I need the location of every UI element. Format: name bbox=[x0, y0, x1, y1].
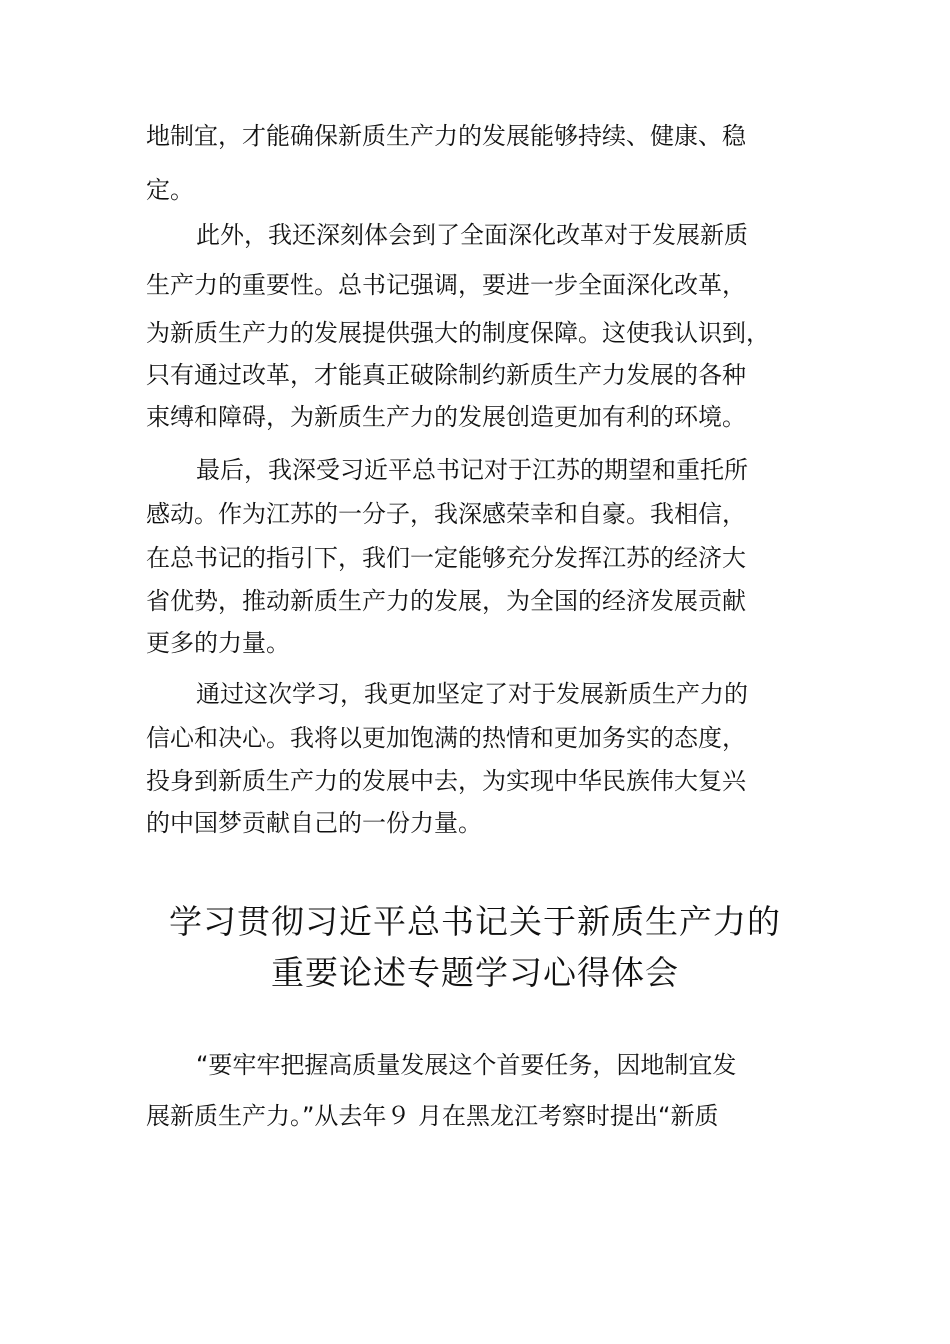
text-line: 束缚和障碍，为新质生产力的发展创造更加有利的环境。 bbox=[146, 403, 746, 431]
text-line: 在总书记的指引下，我们一定能够充分发挥江苏的经济大 bbox=[146, 544, 746, 572]
text-line: 地制宜，才能确保新质生产力的发展能够持续、健康、稳 bbox=[146, 122, 746, 150]
text-line: 省优势，推动新质生产力的发展，为全国的经济发展贡献 bbox=[146, 587, 746, 615]
text-line: “要牢牢把握高质量发展这个首要任务，因地制宜发 bbox=[196, 1051, 737, 1079]
text-line: 展新质生产力。”从去年９ 月在黑龙江考察时提出“新质 bbox=[146, 1102, 719, 1130]
section-title: 学习贯彻习近平总书记关于新质生产力的 bbox=[169, 902, 781, 941]
text-line: 感动。作为江苏的一分子，我深感荣幸和自豪。我相信， bbox=[146, 500, 746, 528]
text-line: 更多的力量。 bbox=[146, 629, 290, 657]
text-line: 最后，我深受习近平总书记对于江苏的期望和重托所 bbox=[196, 456, 748, 484]
text-line: 的中国梦贡献自己的一份力量。 bbox=[146, 809, 482, 837]
text-line: 信心和决心。我将以更加饱满的热情和更加务实的态度， bbox=[146, 724, 746, 752]
text-line: 生产力的重要性。总书记强调，要进一步全面深化改革， bbox=[146, 271, 746, 299]
text-line: 为新质生产力的发展提供强大的制度保障。这使我认识到， bbox=[146, 319, 770, 347]
text-line: 通过这次学习，我更加坚定了对于发展新质生产力的 bbox=[196, 680, 748, 708]
section-title: 重要论述专题学习心得体会 bbox=[271, 953, 679, 992]
text-line: 只有通过改革，才能真正破除制约新质生产力发展的各种 bbox=[146, 361, 746, 389]
text-line: 投身到新质生产力的发展中去，为实现中华民族伟大复兴 bbox=[146, 767, 746, 795]
text-line: 定。 bbox=[146, 176, 194, 204]
text-line: 此外，我还深刻体会到了全面深化改革对于发展新质 bbox=[196, 221, 748, 249]
